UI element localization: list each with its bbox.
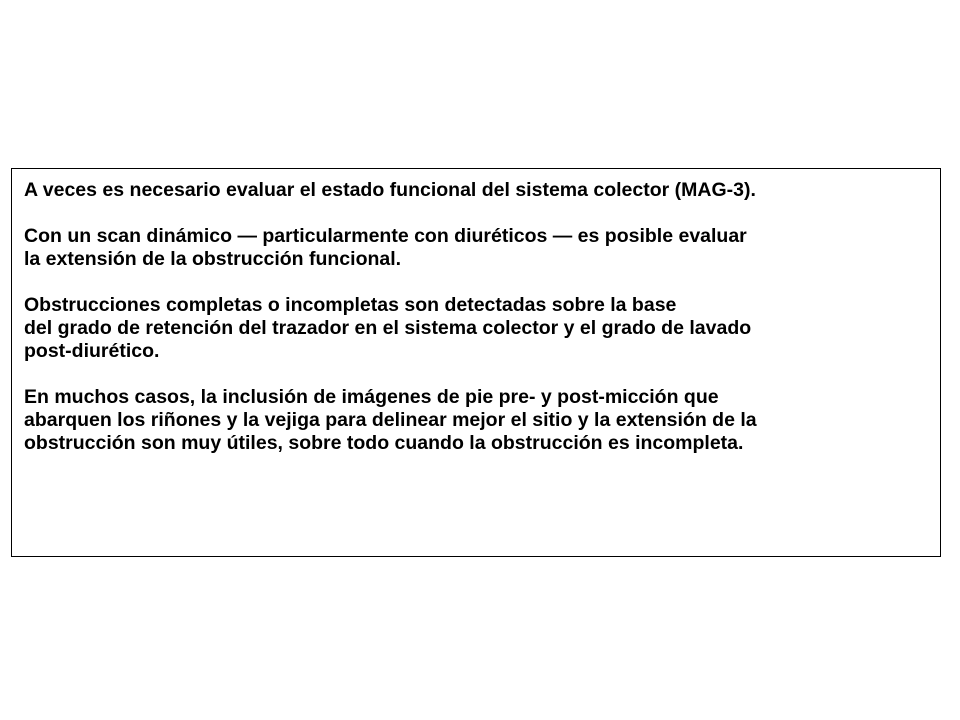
paragraph-line: post-diurético. [24, 340, 160, 362]
paragraph-line: del grado de retención del trazador en el sistema colector y el grado de lavado [24, 317, 752, 339]
paragraph-obstructions [24, 294, 928, 363]
text-box [11, 168, 941, 557]
paragraph-line: Obstrucciones completas o incompletas son detectadas sobre la base [24, 294, 677, 316]
paragraph-dynamic-scan [24, 225, 928, 271]
paragraph-line: A veces es necesario evaluar el estado funcional del sistema colector (MAG-3). [24, 179, 756, 201]
paragraph-line: abarquen los riñones y la vejiga para delinear mejor el sitio y la extensión de la [24, 409, 757, 431]
paragraph-line: En muchos casos, la inclusión de imágenes de pie pre- y post-micción que [24, 386, 719, 408]
paragraph-line: la extensión de la obstrucción funcional. [24, 248, 402, 270]
paragraph-line: obstrucción son muy útiles, sobre todo cuando la obstrucción es incompleta. [24, 432, 744, 454]
paragraph-functional-state [24, 179, 928, 202]
paragraph-images [24, 386, 928, 455]
paragraph-line: Con un scan dinámico — particularmente con diuréticos — es posible evaluar [24, 225, 747, 247]
